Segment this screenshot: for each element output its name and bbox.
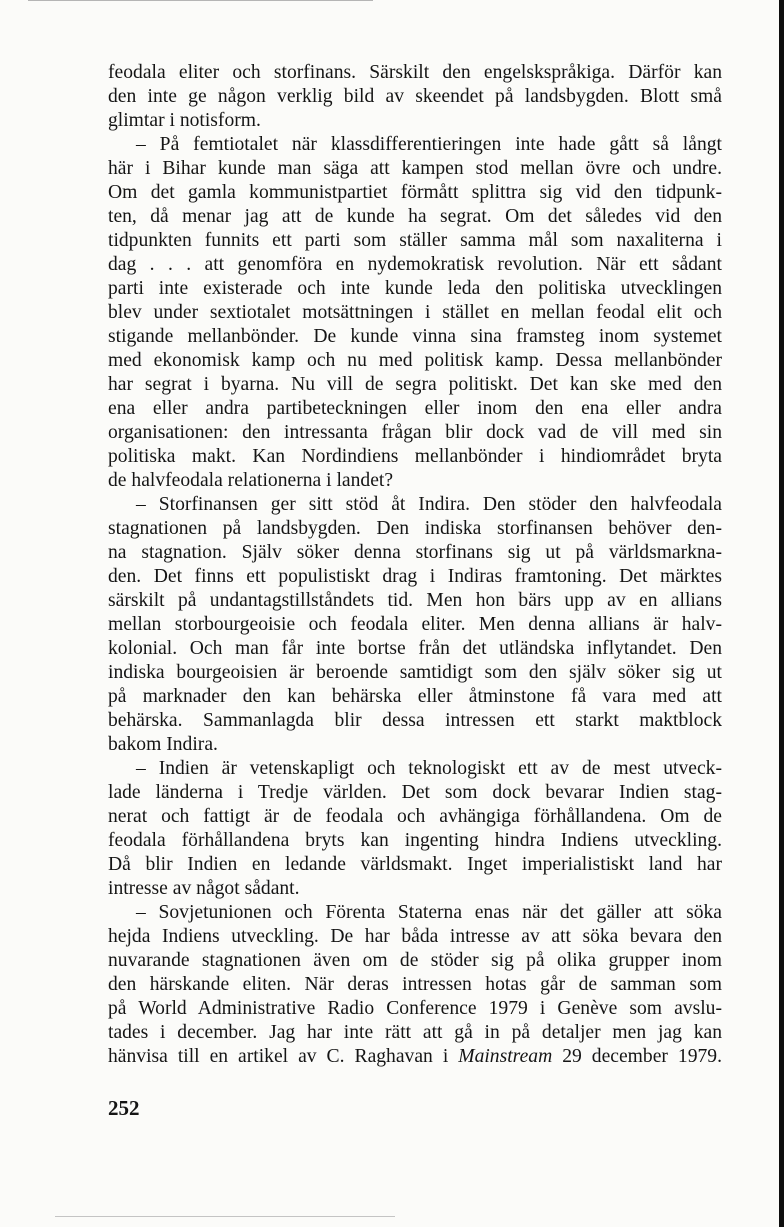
text-line: feodala förhållandena bryts kan ingenting hindra Indiens utveckling. [108, 830, 722, 851]
text-line: indiska bourgeoisien är beroende samtidigt som den själv söker sig ut [108, 662, 722, 683]
text-line: med ekonomisk kamp och nu med politisk kamp. Dessa mellanbönder [108, 350, 722, 371]
text-line: mellan storbourgeoisie och feodala eliter. Men denna allians är halv- [108, 614, 722, 635]
text-line: dag . . . att genomföra en nydemokratisk revolution. När ett sådant [108, 254, 722, 275]
text-line: organisationen: den intressanta frågan blir dock vad de vill med sin [108, 422, 722, 443]
text-line: på marknader den kan behärska eller åtminstone få vara med att [108, 686, 722, 707]
text-line: den. Det finns ett populistiskt drag i Indiras framtoning. Det märktes [108, 566, 722, 587]
text-line: Då blir Indien en ledande världsmakt. Inget imperialistiskt land har [108, 854, 722, 875]
text-line: ten, då menar jag att de kunde ha segrat. Om det således vid den [108, 206, 722, 227]
text-line: lade länderna i Tredje världen. Det som dock bevarar Indien stag- [108, 782, 722, 803]
text-line: – Indien är vetenskapligt och teknologiskt ett av de mest utveck- [136, 758, 722, 779]
text-line: särskilt på undantagstillståndets tid. Men hon bärs upp av en allians [108, 590, 722, 611]
page-edge-shadow [779, 0, 784, 1227]
text-line: – Sovjetunionen och Förenta Staterna enas när det gäller att söka [136, 902, 722, 923]
text-line: stagnationen på landsbygden. Den indiska storfinansen behöver den- [108, 518, 722, 539]
text-line: har segrat i byarna. Nu vill de segra politiskt. Det kan ske med den [108, 374, 722, 395]
text-line: bakom Indira. [108, 734, 218, 755]
text-line: – På femtiotalet när klassdifferentieringen inte hade gått så långt [136, 134, 722, 155]
text-line: intresse av något sådant. [108, 878, 300, 899]
text-line: blev under sextiotalet motsättningen i stället en mellan feodal elit och [108, 302, 722, 323]
text-line: den inte ge någon verklig bild av skeendet på landsbygden. Blott små [108, 86, 722, 107]
text-run: 29 december 1979. [552, 1046, 722, 1067]
text-line: tades i december. Jag har inte rätt att gå in på detaljer men jag kan [108, 1022, 722, 1043]
text-line: här i Bihar kunde man säga att kampen stod mellan övre och undre. [108, 158, 722, 179]
text-line: ena eller andra partibeteckningen eller inom den ena eller andra [108, 398, 722, 419]
text-line: hejda Indiens utveckling. De har båda intresse av att söka bevara den [108, 926, 722, 947]
text-line: den härskande eliten. När deras intressen hotas går de samman som [108, 974, 722, 995]
text-line: nerat och fattigt är de feodala och avhängiga förhållandena. Om de [108, 806, 722, 827]
text-run: hänvisa till en artikel av C. Raghavan i [108, 1046, 459, 1067]
journal-title: Mainstream [458, 1046, 553, 1067]
text-line: politiska makt. Kan Nordindiens mellanbönder i hindiområdet bryta [108, 446, 722, 467]
text-line: tidpunkten funnits ett parti som ställer samma mål som naxaliterna i [108, 230, 722, 251]
text-line: behärska. Sammanlagda blir dessa intressen ett starkt maktblock [108, 710, 722, 731]
text-line: på World Administrative Radio Conference 1979 i Genève som avslu- [108, 998, 722, 1019]
text-line: kolonial. Och man får inte bortse från det utländska inflytandet. Den [108, 638, 722, 659]
text-line: feodala eliter och storfinans. Särskilt den engelskspråkiga. Därför kan [108, 62, 722, 83]
text-line: glimtar i notisform. [108, 110, 261, 131]
text-line: Om det gamla kommunistpartiet förmått splittra sig vid den tidpunk- [108, 182, 722, 203]
body-text [108, 61, 722, 1069]
bottom-rule [55, 1216, 395, 1217]
text-line: stigande mellanbönder. De kunde vinna sina framsteg inom systemet [108, 326, 722, 347]
text-line: – Storfinansen ger sitt stöd åt Indira. Den stöder den halvfeodala [136, 494, 722, 515]
text-line: nuvarande stagnationen även om de stöder sig på olika grupper inom [108, 950, 722, 971]
text-line-last [108, 1045, 722, 1069]
text-line: na stagnation. Själv söker denna storfinans sig ut på världsmarkna- [108, 542, 722, 563]
text-line: de halvfeodala relationerna i landet? [108, 470, 394, 491]
top-rule [28, 0, 373, 1]
page-number: 252 [108, 1096, 140, 1120]
text-line: parti inte existerade och inte kunde leda den politiska utvecklingen [108, 278, 722, 299]
